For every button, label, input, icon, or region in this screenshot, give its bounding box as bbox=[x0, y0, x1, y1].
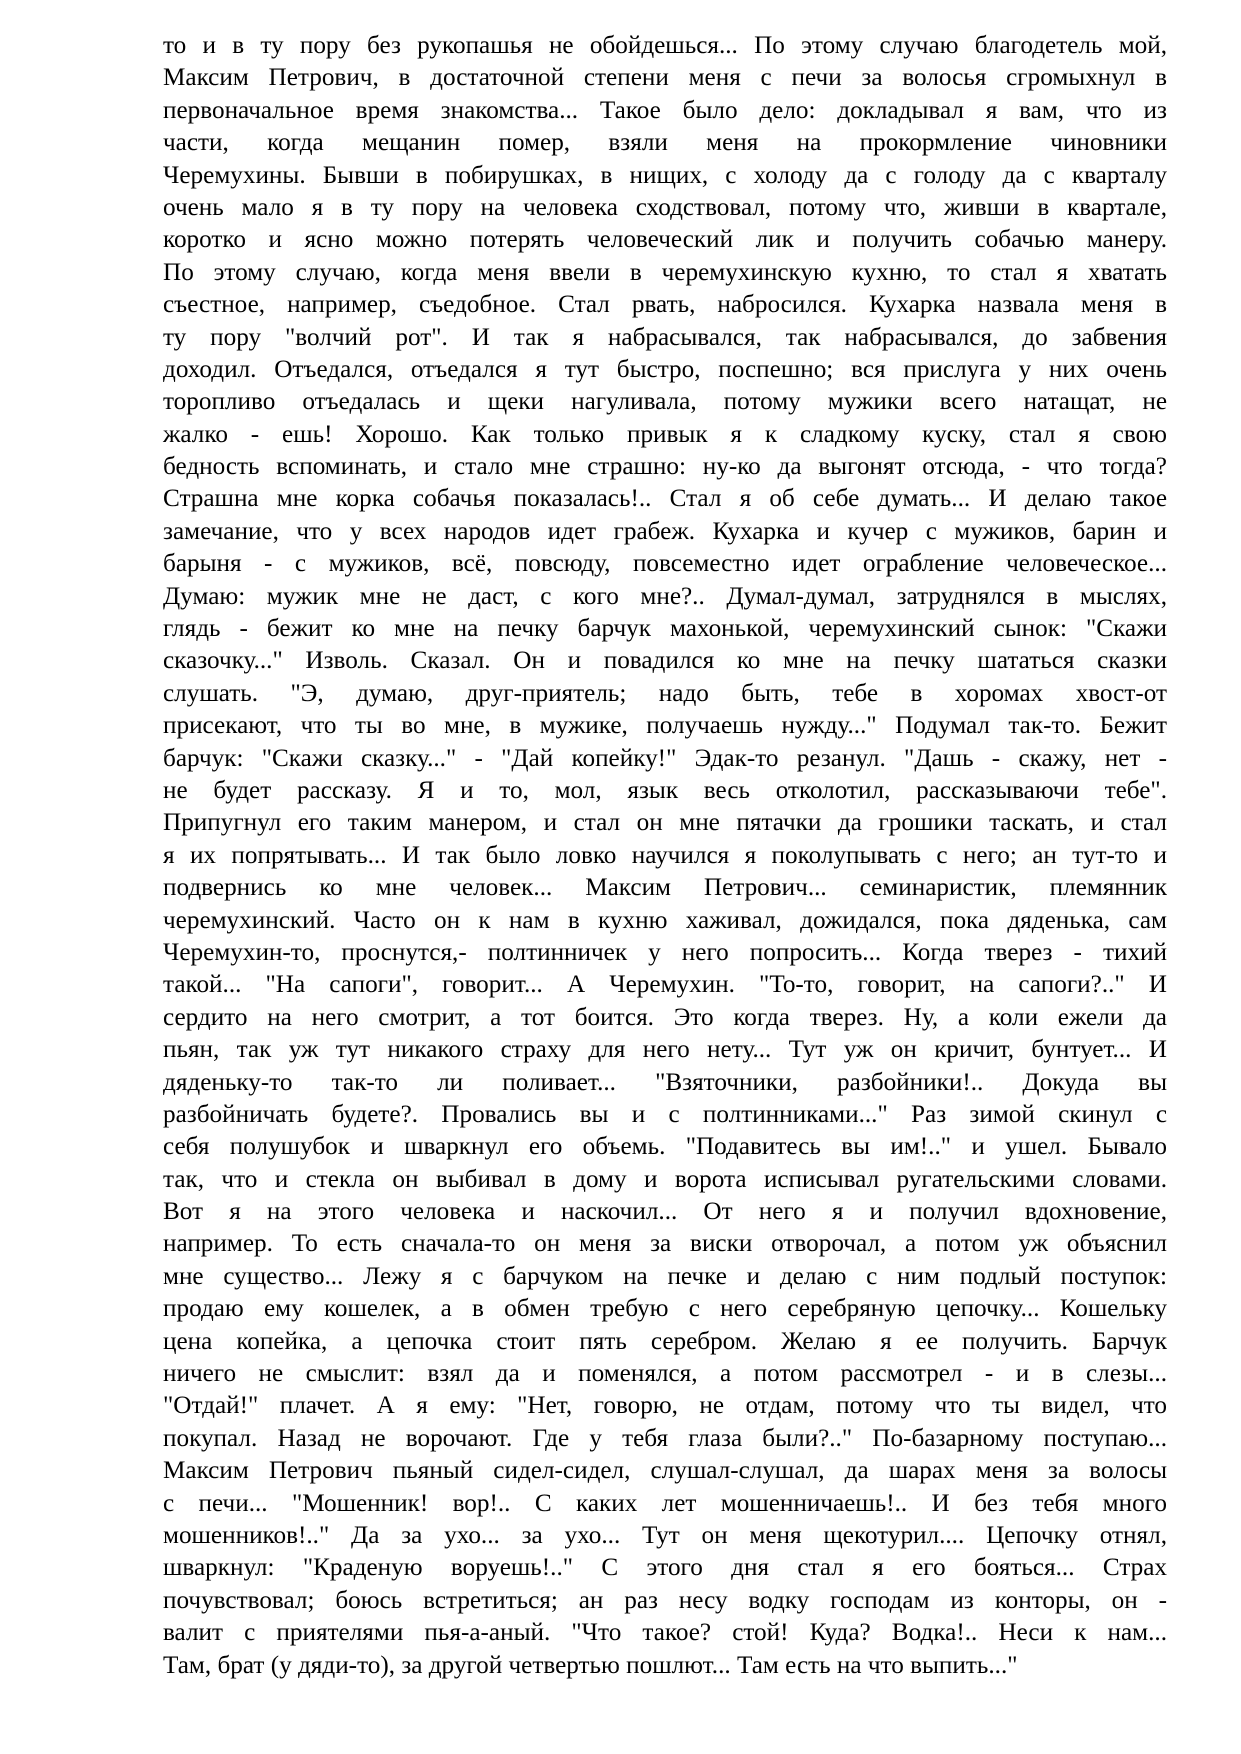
text-line: я их попрятывать... И так было ловко научился я поколупывать с него; ан тут-то и bbox=[163, 841, 1167, 869]
text-line: пьян, так уж тут никакого страху для него нету... Тут уж он кричит, бунтует... И bbox=[163, 1036, 1167, 1064]
text-line: По этому случаю, когда меня ввели в черемухинскую кухню, то стал я хватать bbox=[163, 258, 1167, 286]
text-line: "Отдай!" плачет. А я ему: "Нет, говорю, не отдам, потому что ты видел, что bbox=[163, 1392, 1167, 1420]
text-line: шваркнул: "Краденую воруешь!.." С этого дня стал я его бояться... Страх bbox=[163, 1554, 1167, 1582]
text-line: себя полушубок и шваркнул его объемь. "Подавитесь вы им!.." и ушел. Бывало bbox=[163, 1133, 1167, 1161]
text-line: разбойничать будете?. Провались вы и с полтинниками..." Раз зимой скинул с bbox=[163, 1100, 1167, 1128]
text-line: почувствовал; боюсь встретиться; ан раз несу водку господам из конторы, он - bbox=[163, 1586, 1167, 1614]
text-line: глядь - бежит ко мне на печку барчук махонькой, черемухинский сынок: "Скажи bbox=[163, 615, 1167, 643]
text-line: части, когда мещанин помер, взяли меня на прокормление чиновники bbox=[163, 129, 1167, 157]
text-line: валит с приятелями пья-а-аный. "Что такое? стой! Куда? Водка!.. Неси к нам... bbox=[163, 1619, 1167, 1647]
text-line: с печи... "Мошенник! вор!.. С каких лет мошенничаешь!.. И без тебя много bbox=[163, 1489, 1167, 1517]
text-line: доходил. Отъедался, отъедался я тут быстро, поспешно; вся прислуга у них очень bbox=[163, 355, 1167, 383]
text-line: Черемухин-то, проснутся,- полтинничек у него попросить... Когда тверез - тихий bbox=[163, 938, 1167, 966]
text-line: ту пору "волчий рот". И так я набрасывался, так набрасывался, до забвения bbox=[163, 323, 1167, 351]
text-line: очень мало я в ту пору на человека сходствовал, потому что, живши в квартале, bbox=[163, 193, 1167, 221]
text-line: не будет рассказу. Я и то, мол, язык весь отколотил, рассказываючи тебе". bbox=[163, 776, 1167, 804]
text-line: первоначальное время знакомства... Такое было дело: докладывал я вам, что из bbox=[163, 96, 1167, 124]
text-line: мне существо... Лежу я с барчуком на печке и делаю с ним подлый поступок: bbox=[163, 1262, 1167, 1290]
document-page bbox=[163, 30, 1167, 1682]
text-line: ничего не смыслит: взял да и поменялся, а потом рассмотрел - и в слезы... bbox=[163, 1360, 1167, 1388]
text-line: съестное, например, съедобное. Стал рвать, набросился. Кухарка назвала меня в bbox=[163, 291, 1167, 319]
text-line: Максим Петрович, в достаточной степени меня с печи за волосья сгромыхнул в bbox=[163, 64, 1167, 92]
text-line: жалко - ешь! Хорошо. Как только привык я к сладкому куску, стал я свою bbox=[163, 420, 1167, 448]
text-line: барыня - с мужиков, всё, повсюду, повсеместно идет ограбление человеческое... bbox=[163, 550, 1167, 578]
text-line: Там, брат (у дяди-то), за другой четвертью пошлют... Там есть на что выпить..." bbox=[163, 1651, 1018, 1679]
text-line: такой... "На сапоги", говорит... А Черемухин. "То-то, говорит, на сапоги?.." И bbox=[163, 971, 1167, 999]
text-line: Максим Петрович пьяный сидел-сидел, слушал-слушал, да шарах меня за волосы bbox=[163, 1457, 1167, 1485]
text-line: черемухинский. Часто он к нам в кухню хаживал, дожидался, пока дяденька, сам bbox=[163, 906, 1167, 934]
text-line: Страшна мне корка собачья показалась!.. Стал я об себе думать... И делаю такое bbox=[163, 485, 1167, 513]
text-line: дяденьку-то так-то ли поливает... "Взяточники, разбойники!.. Докуда вы bbox=[163, 1068, 1167, 1096]
text-line: Черемухины. Бывши в побирушках, в нищих, с холоду да с голоду да с кварталу bbox=[163, 161, 1167, 189]
text-line: сердито на него смотрит, а тот боится. Это когда тверез. Ну, а коли ежели да bbox=[163, 1003, 1167, 1031]
text-line: присекают, что ты во мне, в мужике, получаешь нужду..." Подумал так-то. Бежит bbox=[163, 712, 1167, 740]
text-line: Припугнул его таким манером, и стал он мне пятачки да грошики таскать, и стал bbox=[163, 809, 1167, 837]
text-line: Думаю: мужик мне не даст, с кого мне?.. Думал-думал, затруднялся в мыслях, bbox=[163, 582, 1167, 610]
text-line: коротко и ясно можно потерять человеческий лик и получить собачью манеру. bbox=[163, 226, 1167, 254]
text-line: цена копейка, а цепочка стоит пять серебром. Желаю я ее получить. Барчук bbox=[163, 1327, 1167, 1355]
text-line: например. То есть сначала-то он меня за виски отворочал, а потом уж объяснил bbox=[163, 1230, 1167, 1258]
text-line: слушать. "Э, думаю, друг-приятель; надо быть, тебе в хоромах хвост-от bbox=[163, 679, 1167, 707]
text-line: покупал. Назад не ворочают. Где у тебя глаза были?.." По-базарному поступаю... bbox=[163, 1424, 1167, 1452]
text-line: торопливо отъедалась и щеки нагуливала, потому мужики всего натащат, не bbox=[163, 388, 1167, 416]
text-line: мошенников!.." Да за ухо... за ухо... Тут он меня щекотурил.... Цепочку отнял, bbox=[163, 1521, 1167, 1549]
text-line: сказочку..." Изволь. Сказал. Он и повадился ко мне на печку шататься сказки bbox=[163, 647, 1167, 675]
text-line: продаю ему кошелек, а в обмен требую с него серебряную цепочку... Кошельку bbox=[163, 1295, 1167, 1323]
text-line: так, что и стекла он выбивал в дому и ворота исписывал ругательскими словами. bbox=[163, 1165, 1167, 1193]
text-line: бедность вспоминать, и стало мне страшно: ну-ко да выгонят отсюда, - что тогда? bbox=[163, 453, 1167, 481]
text-line: барчук: "Скажи сказку..." - "Дай копейку!" Эдак-то резанул. "Дашь - скажу, нет - bbox=[163, 744, 1167, 772]
text-line: то и в ту пору без рукопашья не обойдешься... По этому случаю благодетель мой, bbox=[163, 32, 1167, 59]
text-line: Вот я на этого человека и наскочил... От него я и получил вдохновение, bbox=[163, 1198, 1167, 1226]
text-line: замечание, что у всех народов идет грабеж. Кухарка и кучер с мужиков, барин и bbox=[163, 517, 1167, 545]
text-line: подвернись ко мне человек... Максим Петрович... семинаристик, племянник bbox=[163, 874, 1167, 902]
